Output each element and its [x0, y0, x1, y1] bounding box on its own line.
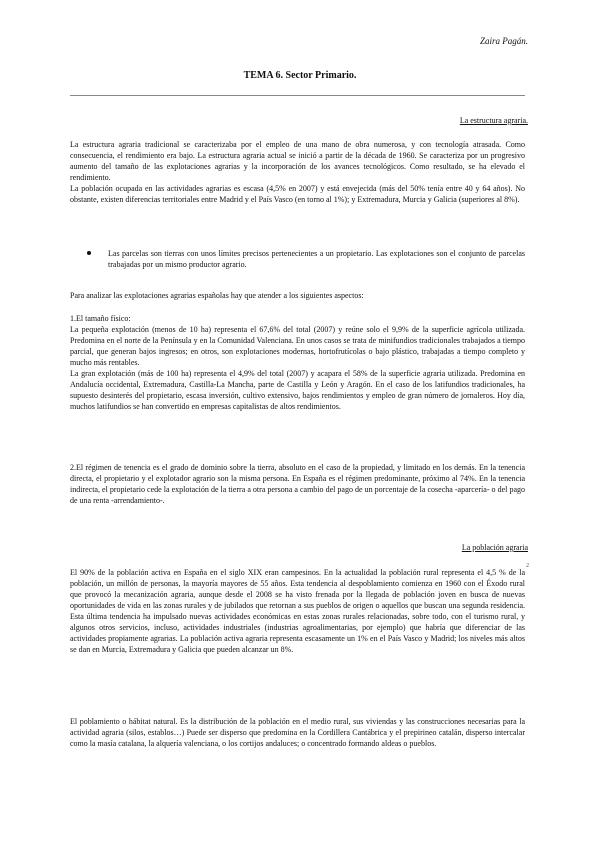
bullet-icon	[87, 251, 91, 255]
paragraph: La población ocupada en las actividades agrarias es escasa (4,5% en 2007) y está envejecida (más del 50% tenía entre 40 y 64 años). No obstante, existen diferencias territoriales entre Madrid y el País Vasco (en torno al 1%); y Extremadura, Murcia y Galicia (superiores al 8%).	[70, 184, 525, 204]
document-title: TEMA 6. Sector Primario.	[243, 70, 357, 81]
author-name: Zaira Pagán.	[479, 36, 528, 46]
section-tamano	[70, 313, 525, 412]
section-tenencia: 2.El régimen de tenencia es el grado de dominio sobre la tierra, absoluto en el caso de la propiedad, y limitado en los demás. En la tenencia directa, el propietario y el explotador agrario son la misma persona. En España es el régimen predominante, próximo al 74%. En la tenencia indirecta, el propietario cede la explotación de la tierra a otra persona a cambio del pago de un porcentaje de la cosecha -aparcería- o del pago de una renta -arrendamiento-.	[70, 463, 525, 505]
paragraph: La pequeña explotación (menos de 10 ha) representa el 67,6% del total (2007) y reúne solo el 9,9% de la superficie agrícola utilizada. Predomina en el norte de la Península y en la Comunidad Valenciana. En unos casos se trata de minifundios tradicionales trabajados a tiempo parcial, que generan bajos ingresos; en otros, son explotaciones modernas, hortofrutícolas o bajo plástico, trabajadas a tiempo completo y mucho más rentables.	[70, 325, 525, 367]
section-poblamiento: El poblamiento o hábitat natural. Es la distribución de la población en el medio rural, sus viviendas y las construcciones necesarias para la actividad agraria (silos, establos…) Puede ser disperso que predomina en la Cordillera Cantábrica y el prepirineo catalán, disperso intercalar como la masía catalana, la alquería valenciana, o los cortijos andaluces; o concentrado formando aldeas o pueblos.	[70, 717, 525, 748]
title-divider	[70, 95, 525, 96]
subsection-label: 1.El tamaño físico:	[70, 314, 131, 323]
section-intro: Para analizar las explotaciones agrarias españolas hay que atender a los siguientes aspectos:	[70, 291, 364, 300]
section-poblacion-p1: El 90% de la población activa en España en el siglo XIX eran campesinos. En la actualidad la población rural representa el 4,5 % de la población, un millón de personas, la mayoría mayores de 55 años. Esta tendencia al despoblamiento comienza en 1960 con el Éxodo rural que provocó la mecanización agraria, aunque desde el 2008 se ha visto frenada por la llegada de población joven en busca de nuevas oportunidades de vida en las zonas rurales y de jubilados que retornan a sus pueblos de origen o aquellos que buscan una segunda residencia. Esta última tendencia ha impulsado nuevas actividades económicas en estas zonas rurales relacionadas, sobre todo, con el turismo rural, y algunos otros servicios, incluso, actividades industriales (industrias agroalimentarias, por ejemplo) que habría que diferenciar de las actividades propiamente agrarias. La población activa agraria representa escasamente un 1% en el País Vasco y Madrid; los niveles más altos se dan en Murcia, Extremadura y Galicia que pueden alcanzar un 8%.	[70, 568, 525, 654]
paragraph: La estructura agraria tradicional se caracterizaba por el empleo de una mano de obra numerosa, y con tecnología atrasada. Como consecuencia, el rendimiento era bajo. La estructura agraria actual se inició a partir de la década de 1960. Se caracteriza por un progresivo aumento del tamaño de las explotaciones agrarias y la incorporación de los avances tecnológicos. Como resultado, se ha elevado el rendimiento.	[70, 140, 525, 182]
section-estructura-p1	[70, 139, 525, 205]
bullet-item	[90, 248, 525, 270]
section-heading-poblacion: La población agraria	[461, 543, 528, 552]
paragraph: La gran explotación (más de 100 ha) representa el 4,9% del total (2007) y acapara el 58% de la superficie agraria utilizada. Predomina en Andalucía occidental, Extremadura, Castilla-La Mancha, parte de Castilla y León y Aragón. En el caso de los latifundios tradicionales, ha supuesto desinterés del propietario, escasa inversión, cultivo extensivo, bajos rendimientos y empleo de gran número de jornaleros. Hoy día, muchos latifundios se han convertido en empresas capitalistas de altos rendimientos.	[70, 369, 525, 411]
page-marker: 2	[526, 563, 529, 569]
section-heading-estructura: La estructura agraria.	[459, 116, 528, 125]
bullet-text: Las parcelas son tierras con unos límites precisos pertenecientes a un propietario. Las explotaciones son el conjunto de parcelas trabajadas por un mismo productor agrario.	[108, 249, 525, 269]
